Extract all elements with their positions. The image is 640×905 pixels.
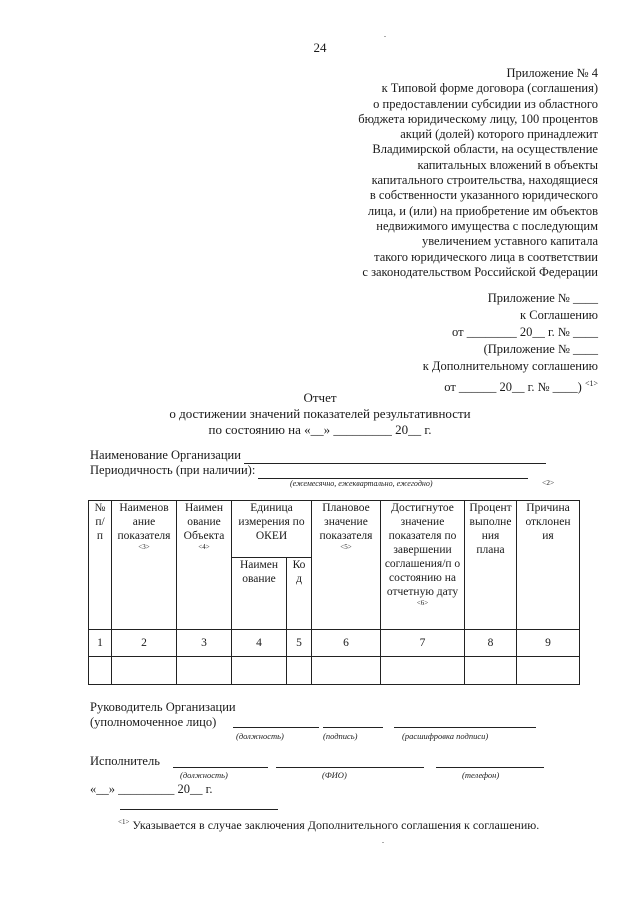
executor-fio-line[interactable]	[276, 767, 424, 768]
col-number: 6	[312, 630, 381, 657]
header-num: № п/ п	[89, 501, 112, 630]
executor-label: Исполнитель	[90, 754, 160, 768]
head-sublabel: (уполномоченное лицо)	[90, 715, 217, 729]
header-planned-value: Плановое значение показателя <5>	[312, 501, 381, 630]
header-unit-code: Ко д	[287, 558, 312, 630]
column-number-row	[89, 630, 580, 657]
appendix-line: капитальных вложений в объекты	[417, 157, 598, 172]
annex-line: Приложение № ____	[487, 291, 598, 305]
decoding-caption: (расшифровка подписи)	[402, 731, 489, 741]
header-indicator-name: Наименов ание показателя <3>	[112, 501, 177, 630]
appendix-line: о предоставлении субсидии из областного	[373, 96, 598, 111]
organization-block	[90, 448, 555, 488]
header-deviation-reason: Причина отклонен ия	[517, 501, 580, 630]
annex-line: к Соглашению	[520, 308, 598, 322]
agreement-annex	[423, 290, 598, 396]
annex-line: (Приложение № ____	[483, 342, 598, 356]
head-signature-line[interactable]	[323, 727, 383, 728]
header-unit-name: Наимен ование	[232, 558, 287, 630]
appendix-line: лица, и (или) на приобретение им объектов	[367, 203, 598, 218]
header-plan-percent: Процент выполне ния плана	[465, 501, 517, 630]
org-name-label: Наименование Организации	[90, 448, 241, 462]
title-line: по состоянию на «__» _________ 20__ г.	[208, 422, 432, 437]
col-number: 5	[287, 630, 312, 657]
table-cell[interactable]	[232, 657, 287, 685]
footnote	[118, 818, 539, 833]
table-cell[interactable]	[465, 657, 517, 685]
appendix-line: к Типовой форме договора (соглашения)	[381, 81, 598, 96]
footnote-mark: <2>	[542, 478, 555, 487]
head-label: Руководитель Организации	[90, 700, 236, 714]
footnote-text: Указывается в случае заключения Дополнительного соглашения к соглашению.	[129, 818, 540, 832]
appendix-line: с законодательством Российской Федерации	[362, 264, 598, 279]
page-number: 24	[313, 40, 327, 55]
fio-caption: (ФИО)	[322, 770, 347, 780]
title-line: о достижении значений показателей результативности	[169, 406, 471, 421]
position-caption: (должность)	[180, 770, 228, 780]
table-cell[interactable]	[112, 657, 177, 685]
appendix-line: недвижимого имущества с последующим	[376, 218, 598, 233]
col-number: 2	[112, 630, 177, 657]
phone-caption: (телефон)	[462, 770, 500, 780]
appendix-line: Приложение № 4	[506, 66, 598, 80]
col-number: 8	[465, 630, 517, 657]
head-position-line[interactable]	[233, 727, 319, 728]
date-line: «__» _________ 20__ г.	[90, 782, 213, 796]
executor-position-line[interactable]	[173, 767, 268, 768]
col-number: 1	[89, 630, 112, 657]
table-cell[interactable]	[312, 657, 381, 685]
report-table	[88, 500, 580, 685]
header-object-name: Наимен ование Объекта <4>	[177, 501, 232, 630]
periodicity-label: Периодичность (при наличии):	[90, 463, 256, 477]
annex-line: от ______ 20__ г. № ____)	[444, 380, 582, 395]
appendix-line: в собственности указанного юридического	[369, 188, 598, 203]
col-number: 3	[177, 630, 232, 657]
table-cell[interactable]	[381, 657, 465, 685]
table-row	[89, 657, 580, 685]
scan-dot: .	[384, 30, 386, 39]
executor-phone-line[interactable]	[436, 767, 544, 768]
table-cell[interactable]	[177, 657, 232, 685]
appendix-line: акций (долей) которого принадлежит	[400, 127, 598, 142]
periodicity-hint: (ежемесячно, ежеквартально, ежегодно)	[290, 479, 433, 488]
footnote-mark: <1>	[584, 379, 598, 388]
periodicity-field[interactable]	[258, 463, 528, 479]
appendix-header	[328, 66, 598, 280]
col-number: 7	[381, 630, 465, 657]
appendix-line: бюджета юридическому лицу, 100 процентов	[358, 111, 598, 126]
col-number: 4	[232, 630, 287, 657]
annex-line: к Дополнительному соглашению	[422, 359, 598, 373]
table-cell[interactable]	[89, 657, 112, 685]
table-cell[interactable]	[287, 657, 312, 685]
annex-line: от ________ 20__ г. № ____	[452, 325, 598, 339]
org-name-field[interactable]	[244, 448, 546, 464]
col-number: 9	[517, 630, 580, 657]
header-achieved-value: Достигнутое значение показателя по завершении соглашения/п о состоянию на отчетную дату <6>	[381, 501, 465, 630]
head-decoding-line[interactable]	[394, 727, 536, 728]
position-caption: (должность)	[236, 731, 284, 741]
scan-dot: .	[382, 836, 384, 845]
footnote-divider	[120, 809, 278, 810]
appendix-line: Владимирской области, на осуществление	[372, 142, 598, 157]
title-line: Отчет	[303, 390, 337, 405]
appendix-line: увеличением уставного капитала	[421, 234, 598, 249]
report-title	[0, 390, 640, 438]
footnote-mark: <1>	[118, 818, 130, 826]
header-unit: Единица измерения по ОКЕИ	[232, 501, 312, 558]
appendix-line: капитального строительства, находящиеся	[371, 173, 598, 188]
signature-caption: (подпись)	[323, 731, 358, 741]
table-cell[interactable]	[517, 657, 580, 685]
appendix-line: такого юридического лица в соответствии	[374, 249, 598, 264]
